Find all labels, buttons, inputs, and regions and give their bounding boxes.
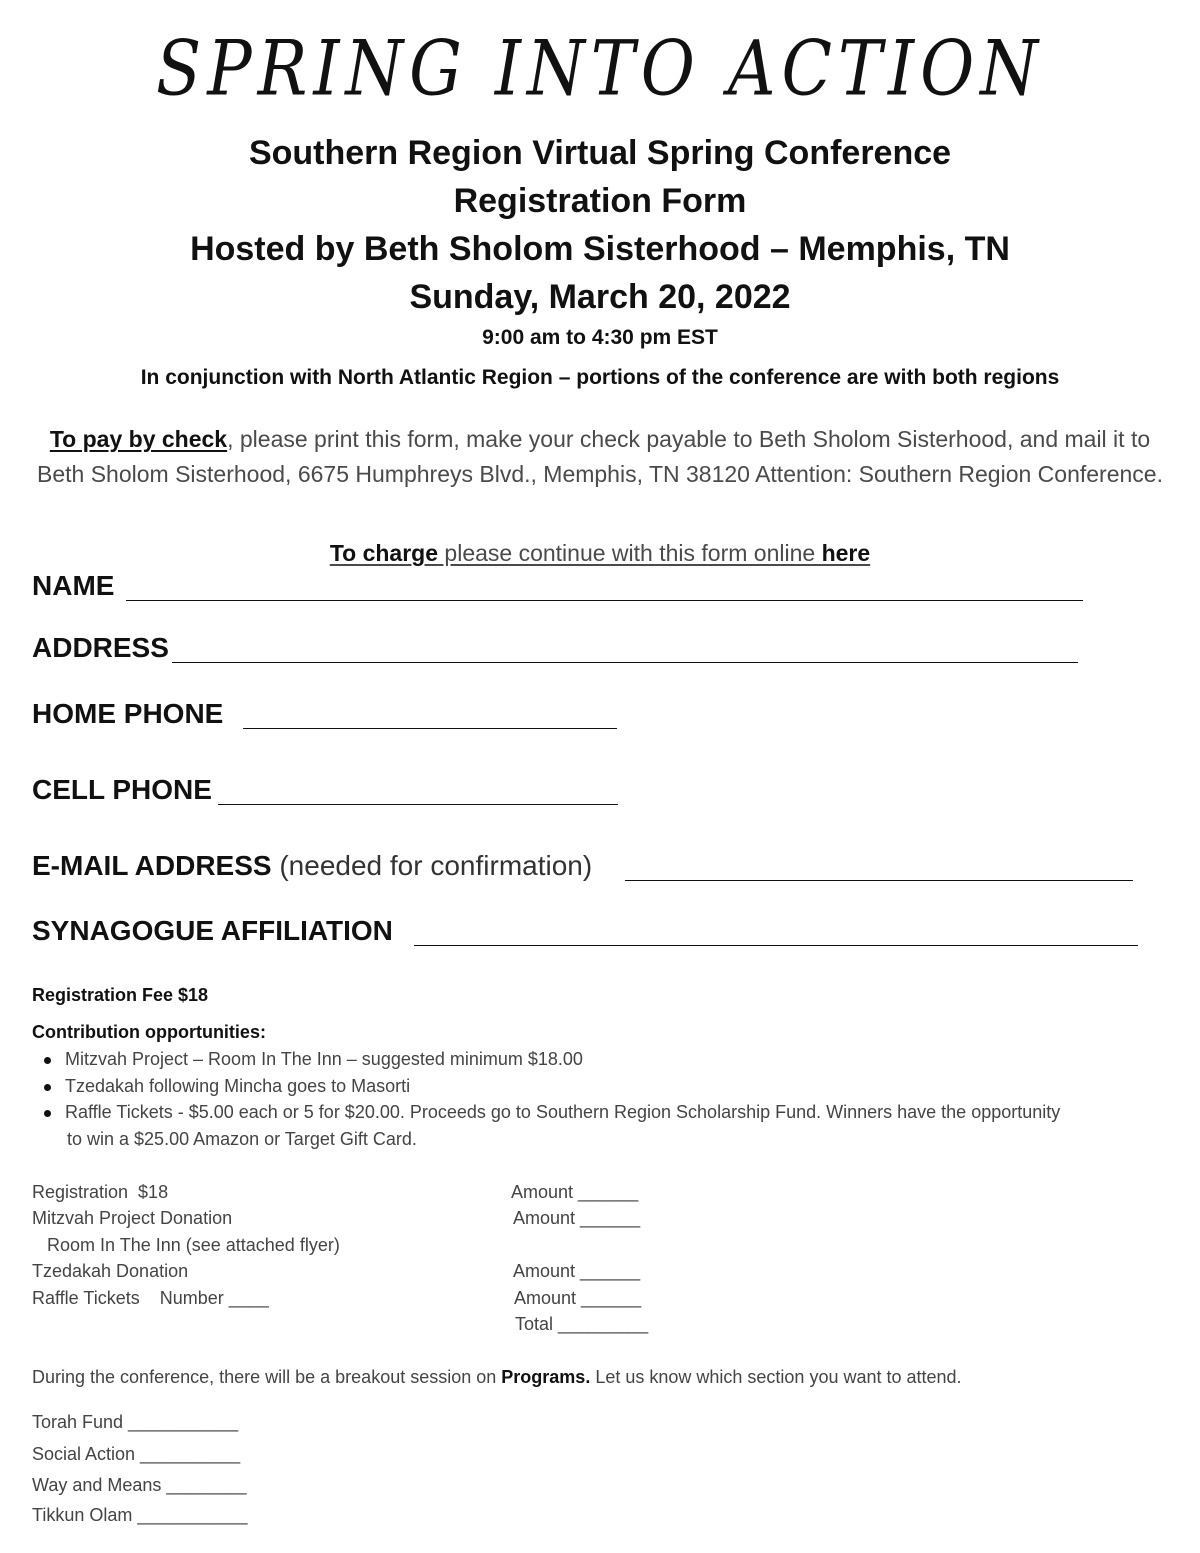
email-input[interactable] xyxy=(625,880,1133,881)
home-phone-input[interactable] xyxy=(243,728,617,729)
synagogue-label: SYNAGOGUE AFFILIATION xyxy=(32,915,393,946)
cell-phone-input[interactable] xyxy=(218,804,618,805)
time-line: 9:00 am to 4:30 pm EST xyxy=(482,326,718,349)
name-label: NAME xyxy=(32,570,115,601)
conference-title: Southern Region Virtual Spring Conference xyxy=(248,134,952,172)
check-text: , please print this form, make your check payable to Beth Sholom Sisterhood, and mail it to Beth Sholom Sisterhood, 6675 Humphreys Blvd., Memphis, TN 38120 Attention: Southern Region Conference. xyxy=(37,426,1163,487)
amount-row-field[interactable]: Amount ______ xyxy=(514,1288,642,1308)
bullet-item: Raffle Tickets - $5.00 each or 5 for $20.00. Proceeds go to Southern Region Scholarship Fund. Winners have the opportunity xyxy=(44,1102,1060,1123)
amount-row-field[interactable]: Amount ______ xyxy=(513,1208,641,1228)
bullet-item: Tzedakah following Mincha goes to Masorti xyxy=(44,1076,410,1097)
registration-fee: Registration Fee $18 xyxy=(32,985,209,1005)
breakout-option[interactable]: Social Action __________ xyxy=(32,1444,241,1464)
intro-a: During the conference, there will be a breakout session on xyxy=(32,1367,502,1387)
here-link[interactable]: here xyxy=(821,540,871,566)
name-input[interactable] xyxy=(126,600,1083,601)
form-title: Registration Form xyxy=(453,182,747,220)
amount-row-label: Tzedakah Donation xyxy=(32,1261,189,1281)
bullet-continuation: to win a $25.00 Amazon or Target Gift Card. xyxy=(67,1129,417,1149)
synagogue-input[interactable] xyxy=(414,945,1138,946)
cell-phone-label: CELL PHONE xyxy=(32,774,212,805)
check-instructions xyxy=(30,422,1170,492)
amount-row-label: Raffle Tickets Number ____ xyxy=(32,1288,269,1308)
amount-row-label: Mitzvah Project Donation xyxy=(32,1208,233,1228)
address-input[interactable] xyxy=(172,662,1078,663)
home-phone-label: HOME PHONE xyxy=(32,698,224,729)
breakout-option[interactable]: Way and Means ________ xyxy=(32,1475,247,1495)
amount-row-field[interactable]: Amount ______ xyxy=(513,1261,641,1281)
amount-row-field[interactable]: Amount ______ xyxy=(511,1182,639,1202)
bullet-item: Mitzvah Project – Room In The Inn – suggested minimum $18.00 xyxy=(44,1049,583,1070)
email-note: (needed for confirmation) xyxy=(271,850,593,881)
total-field[interactable]: Total _________ xyxy=(515,1314,649,1334)
charge-text: please continue with this form online xyxy=(438,540,822,566)
host-line: Hosted by Beth Sholom Sisterhood – Memphis, TN xyxy=(190,230,1010,268)
charge-instructions xyxy=(30,536,1170,571)
amount-row-label: Registration $18 xyxy=(32,1182,169,1202)
check-lead: To pay by check xyxy=(49,426,228,452)
date-line: Sunday, March 20, 2022 xyxy=(409,278,791,316)
intro-bold: Programs. xyxy=(501,1367,591,1387)
address-label: ADDRESS xyxy=(32,632,169,663)
conjunction-line: In conjunction with North Atlantic Region – portions of the conference are with both regions xyxy=(140,366,1060,389)
charge-lead: To charge xyxy=(329,540,439,566)
script-title: SPRING INTO ACTION xyxy=(156,24,1044,113)
contribution-heading: Contribution opportunities: xyxy=(32,1022,266,1042)
intro-b: Let us know which section you want to attend. xyxy=(590,1367,962,1387)
email-label-text: E-MAIL ADDRESS xyxy=(32,850,272,881)
breakout-option[interactable]: Torah Fund ___________ xyxy=(32,1412,239,1432)
breakout-option[interactable]: Tikkun Olam ___________ xyxy=(32,1505,248,1525)
amount-row-label: Room In The Inn (see attached flyer) xyxy=(32,1235,340,1255)
breakout-intro xyxy=(32,1367,962,1388)
email-label xyxy=(32,850,592,882)
